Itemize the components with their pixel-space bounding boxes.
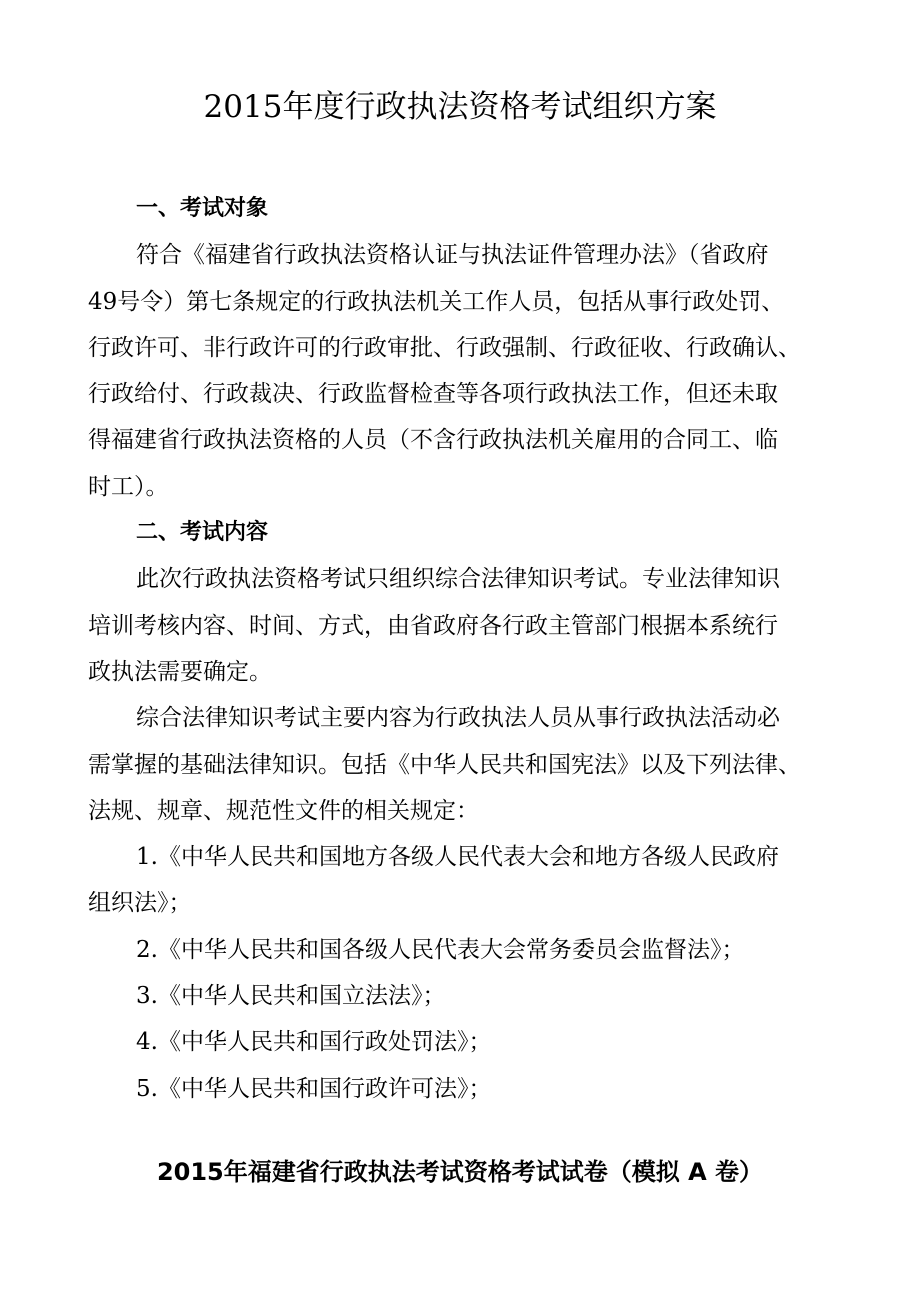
document-title: 2015年度行政执法资格考试组织方案	[203, 89, 717, 125]
paragraph-line: 符合《福建省行政执法资格认证与执法证件管理办法》（省政府	[136, 242, 769, 269]
paragraph-line: 得福建省行政执法资格的人员（不含行政执法机关雇用的合同工、临	[88, 427, 778, 454]
paragraph-line: 法规、规章、规范性文件的相关规定：	[88, 797, 479, 824]
section-heading-exam-targets: 一、考试对象	[136, 196, 269, 221]
paragraph-line: 政执法需要确定。	[88, 658, 272, 685]
paragraph-line: 综合法律知识考试主要内容为行政执法人员从事行政执法活动必	[136, 705, 780, 732]
paragraph-line: 49号令）第七条规定的行政执法机关工作人员，包括从事行政处罚、	[88, 288, 785, 315]
paragraph-line: 此次行政执法资格考试只组织综合法律知识考试。专业法律知识	[136, 566, 780, 593]
section-heading-exam-content: 二、考试内容	[136, 520, 269, 546]
paragraph-line: 需掌握的基础法律知识。包括《中华人民共和国宪法》以及下列法律、	[88, 751, 801, 778]
law-list-item: 4.《中华人民共和国行政处罚法》；	[136, 1029, 492, 1056]
law-list-item: 1.《中华人民共和国地方各级人民代表大会和地方各级人民政府	[136, 844, 779, 871]
exam-paper-title: 2015年福建省行政执法考试资格考试试卷（模拟 A 卷）	[156, 1158, 764, 1186]
paragraph-line: 行政许可、非行政许可的行政审批、行政强制、行政征收、行政确认、	[88, 334, 801, 361]
document-body	[88, 186, 838, 1112]
paragraph-line: 行政给付、行政裁决、行政监督检查等各项行政执法工作，但还未取	[88, 381, 778, 408]
law-list-item: 2.《中华人民共和国各级人民代表大会常务委员会监督法》；	[136, 936, 745, 963]
paragraph-line: 时工）。	[88, 473, 169, 500]
law-list-item: 5.《中华人民共和国行政许可法》；	[136, 1075, 492, 1102]
law-list-item: 3.《中华人民共和国立法法》；	[136, 983, 446, 1010]
paragraph-line: 培训考核内容、时间、方式，由省政府各行政主管部门根据本系统行	[88, 612, 778, 639]
law-list-item-continuation: 组织法》；	[88, 890, 192, 917]
